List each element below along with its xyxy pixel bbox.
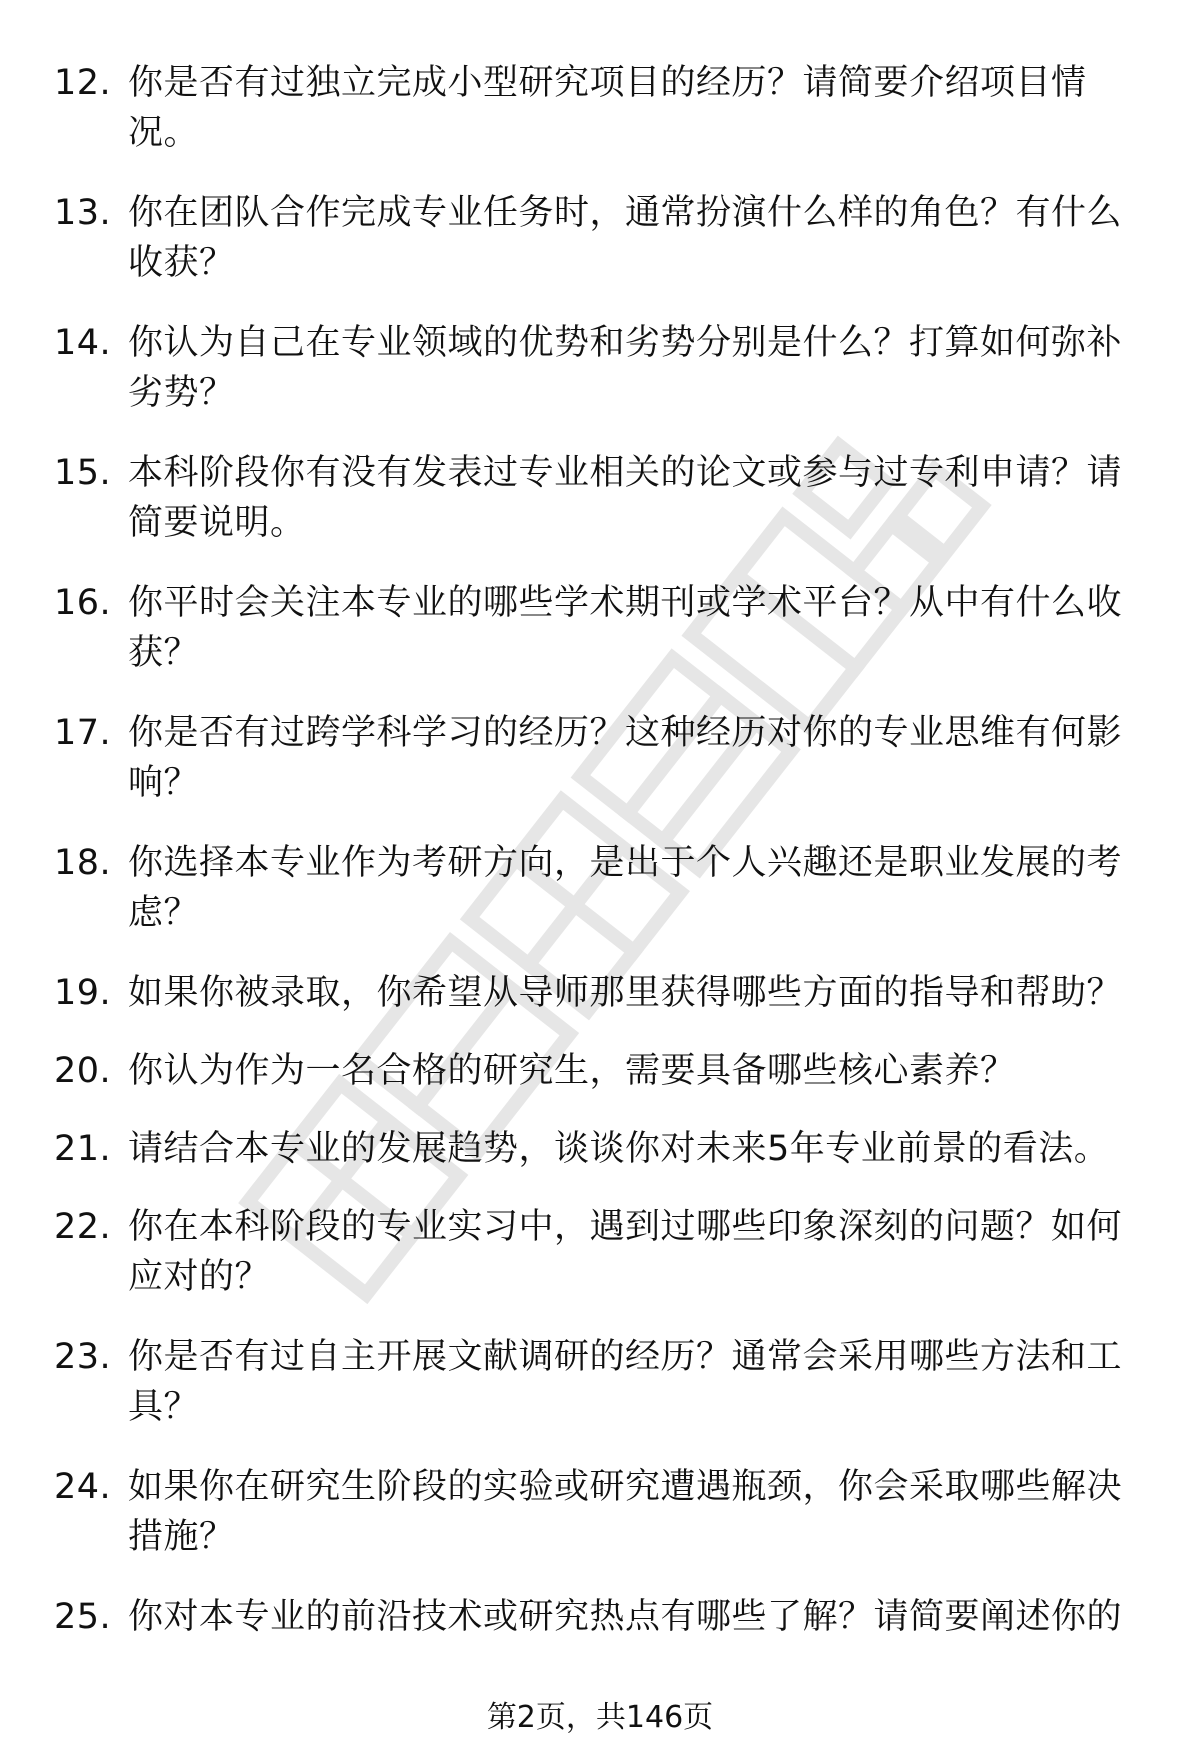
- question-text: 你在本科阶段的专业实习中，遇到过哪些印象深刻的问题？如何应对的？: [128, 1207, 1123, 1297]
- question-number: 17.: [54, 713, 112, 753]
- question-text: 如果你被录取，你希望从导师那里获得哪些方面的指导和帮助？: [128, 973, 1123, 1013]
- question-item-18: [54, 838, 1154, 938]
- question-text: 你选择本专业作为考研方向，是出于个人兴趣还是职业发展的考虑？: [128, 843, 1123, 933]
- question-number: 22.: [54, 1207, 112, 1247]
- question-number: 25.: [54, 1597, 112, 1637]
- question-item-23: [54, 1332, 1154, 1432]
- question-text: 你认为自己在专业领域的优势和劣势分别是什么？打算如何弥补劣势？: [128, 323, 1123, 413]
- question-number: 18.: [54, 843, 112, 883]
- question-item-16: [54, 578, 1154, 678]
- question-number: 14.: [54, 323, 112, 363]
- question-text: 请结合本专业的发展趋势，谈谈你对未来5年专业前景的看法。: [128, 1129, 1110, 1169]
- question-number: 19.: [54, 973, 112, 1013]
- question-item-13: [54, 188, 1154, 288]
- question-text: 你是否有过自主开展文献调研的经历？通常会采用哪些方法和工具？: [128, 1337, 1123, 1427]
- question-number: 12.: [54, 63, 112, 103]
- question-text: 你对本专业的前沿技术或研究热点有哪些了解？请简要阐述你的: [128, 1597, 1123, 1637]
- question-number: 13.: [54, 193, 112, 233]
- question-text: 你平时会关注本专业的哪些学术期刊或学术平台？从中有什么收获？: [128, 583, 1123, 673]
- question-item-24: [54, 1462, 1154, 1562]
- question-item-22: [54, 1202, 1154, 1302]
- question-item-19: [54, 968, 1154, 1018]
- question-number: 21.: [54, 1129, 112, 1169]
- question-number: 23.: [54, 1337, 112, 1377]
- question-list: [54, 58, 1154, 1672]
- question-item-12: [54, 58, 1154, 158]
- question-text: 你认为作为一名合格的研究生，需要具备哪些核心素养？: [128, 1051, 1016, 1091]
- question-number: 15.: [54, 453, 112, 493]
- question-text: 如果你在研究生阶段的实验或研究遭遇瓶颈，你会采取哪些解决措施？: [128, 1467, 1123, 1557]
- question-item-14: [54, 318, 1154, 418]
- question-item-21: [54, 1124, 1154, 1174]
- question-number: 16.: [54, 583, 112, 623]
- question-text: 你是否有过独立完成小型研究项目的经历？请简要介绍项目情况。: [128, 63, 1087, 153]
- question-item-25: [54, 1592, 1154, 1642]
- question-text: 本科阶段你有没有发表过专业相关的论文或参与过专利申请？请简要说明。: [128, 453, 1123, 543]
- question-text: 你在团队合作完成专业任务时，通常扮演什么样的角色？有什么收获？: [128, 193, 1123, 283]
- question-number: 24.: [54, 1467, 112, 1507]
- page-number-footer: 第2页，共146页: [486, 1700, 714, 1735]
- question-text: 你是否有过跨学科学习的经历？这种经历对你的专业思维有何影响？: [128, 713, 1123, 803]
- question-item-15: [54, 448, 1154, 548]
- question-item-20: [54, 1046, 1154, 1096]
- question-item-17: [54, 708, 1154, 808]
- question-number: 20.: [54, 1051, 112, 1091]
